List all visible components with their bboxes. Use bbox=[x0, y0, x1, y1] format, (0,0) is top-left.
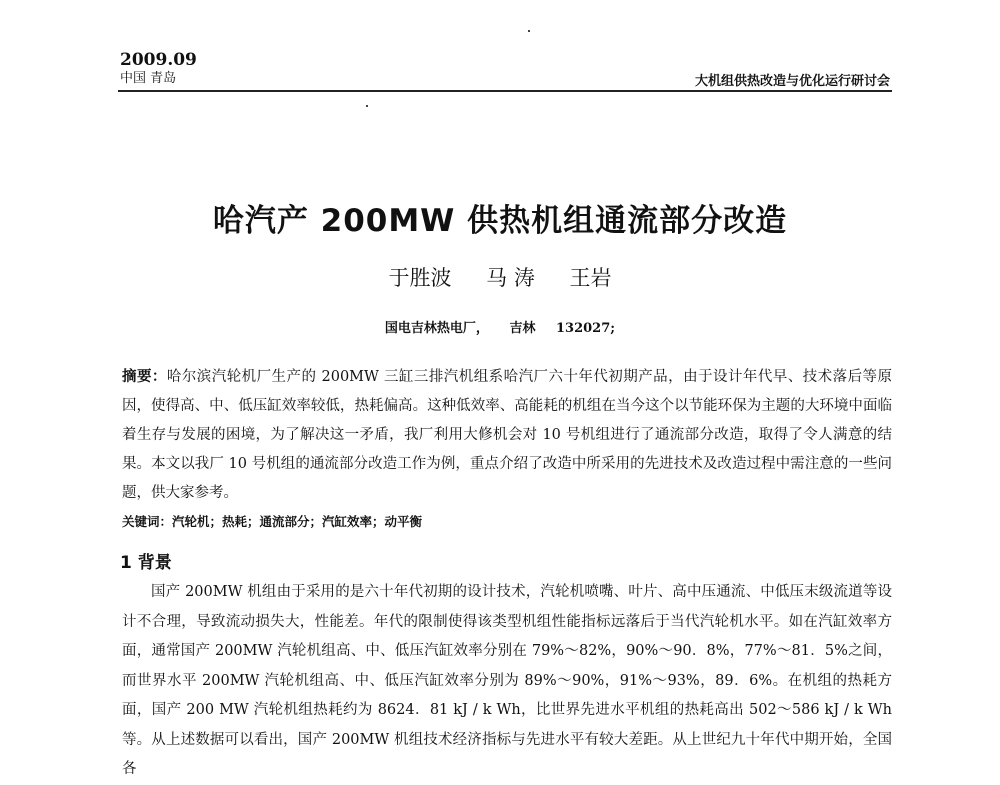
header-left bbox=[120, 50, 197, 88]
keywords-text: 汽轮机；热耗；通流部分；汽缸效率；动平衡 bbox=[172, 514, 423, 529]
header-rule bbox=[118, 90, 892, 92]
keywords bbox=[122, 512, 422, 530]
keywords-label: 关键词： bbox=[122, 514, 173, 529]
abstract-text: 哈尔滨汽轮机厂生产的 200MW 三缸三排汽机组系哈汽厂六十年代初期产品，由于设计年代早、技术落后等原因，使得高、中、低压缸效率较低，热耗偏高。这种低效率、高能耗的机组在当今这个以节能环保为主题的大环境中面临着生存与发展的困境，为了解决这一矛盾，我厂利用大修机会对 10 号机组进行了通流部分改造，取得了令人满意的结果。本文以我厂 10 号机组的通流部分改造工作为例，重点介绍了改造中所采用的先进技术及改造过程中需注意的一些问题，供大家参考。 bbox=[122, 369, 892, 501]
header-conference: 大机组供热改造与优化运行研讨会 bbox=[694, 74, 890, 89]
section-number: 1 bbox=[120, 553, 132, 573]
abstract bbox=[122, 362, 892, 508]
scan-speck bbox=[366, 105, 368, 107]
paper-title: 哈汽产 200MW 供热机组通流部分改造 bbox=[212, 203, 788, 239]
body-paragraph: 国产 200MW 机组由于采用的是六十年代初期的设计技术，汽轮机喷嘴、叶片、高中压通流、中低压末级流道等设计不合理，导致流动损失大，性能差。年代的限制使得该类型机组性能指标远落后于当代汽轮机水平。如在汽缸效率方面，通常国产 200MW 汽轮机组高、中、低压汽缸效率分别在 79%～82%，90%～90．8%，77%～81．5%之间，而世界水平 200MW 汽轮机组高、中、低压汽缸效率分别为 89%～90%，91%～93%，89．6%。在机组的热耗方面，国产 200 MW 汽轮机组热耗约为 8624．81 kJ / k Wh，比世界先进水平机组的热耗高出 502～586 kJ / k Wh 等。从上述数据可以看出，国产 200MW 机组技术经济指标与先进水平有较大差距。从上世纪九十年代中期开始，全国各 bbox=[122, 584, 892, 777]
author-name: 王岩 bbox=[569, 266, 612, 290]
author-name: 于胜波 bbox=[388, 266, 452, 290]
header-location: 中国 青岛 bbox=[120, 71, 177, 86]
scan-speck bbox=[528, 30, 530, 32]
header-date: 2009.09 bbox=[120, 50, 197, 70]
abstract-label: 摘要： bbox=[122, 368, 167, 385]
affiliation-postcode: 132027; bbox=[556, 321, 616, 336]
author-name: 马 涛 bbox=[486, 266, 535, 290]
affiliation-org: 国电吉林热电厂， bbox=[384, 321, 489, 336]
author-list bbox=[0, 262, 1000, 292]
affiliation bbox=[0, 317, 1000, 336]
section-title: 背景 bbox=[137, 553, 172, 573]
section-heading bbox=[120, 548, 172, 573]
affiliation-city: 吉林 bbox=[509, 321, 536, 336]
